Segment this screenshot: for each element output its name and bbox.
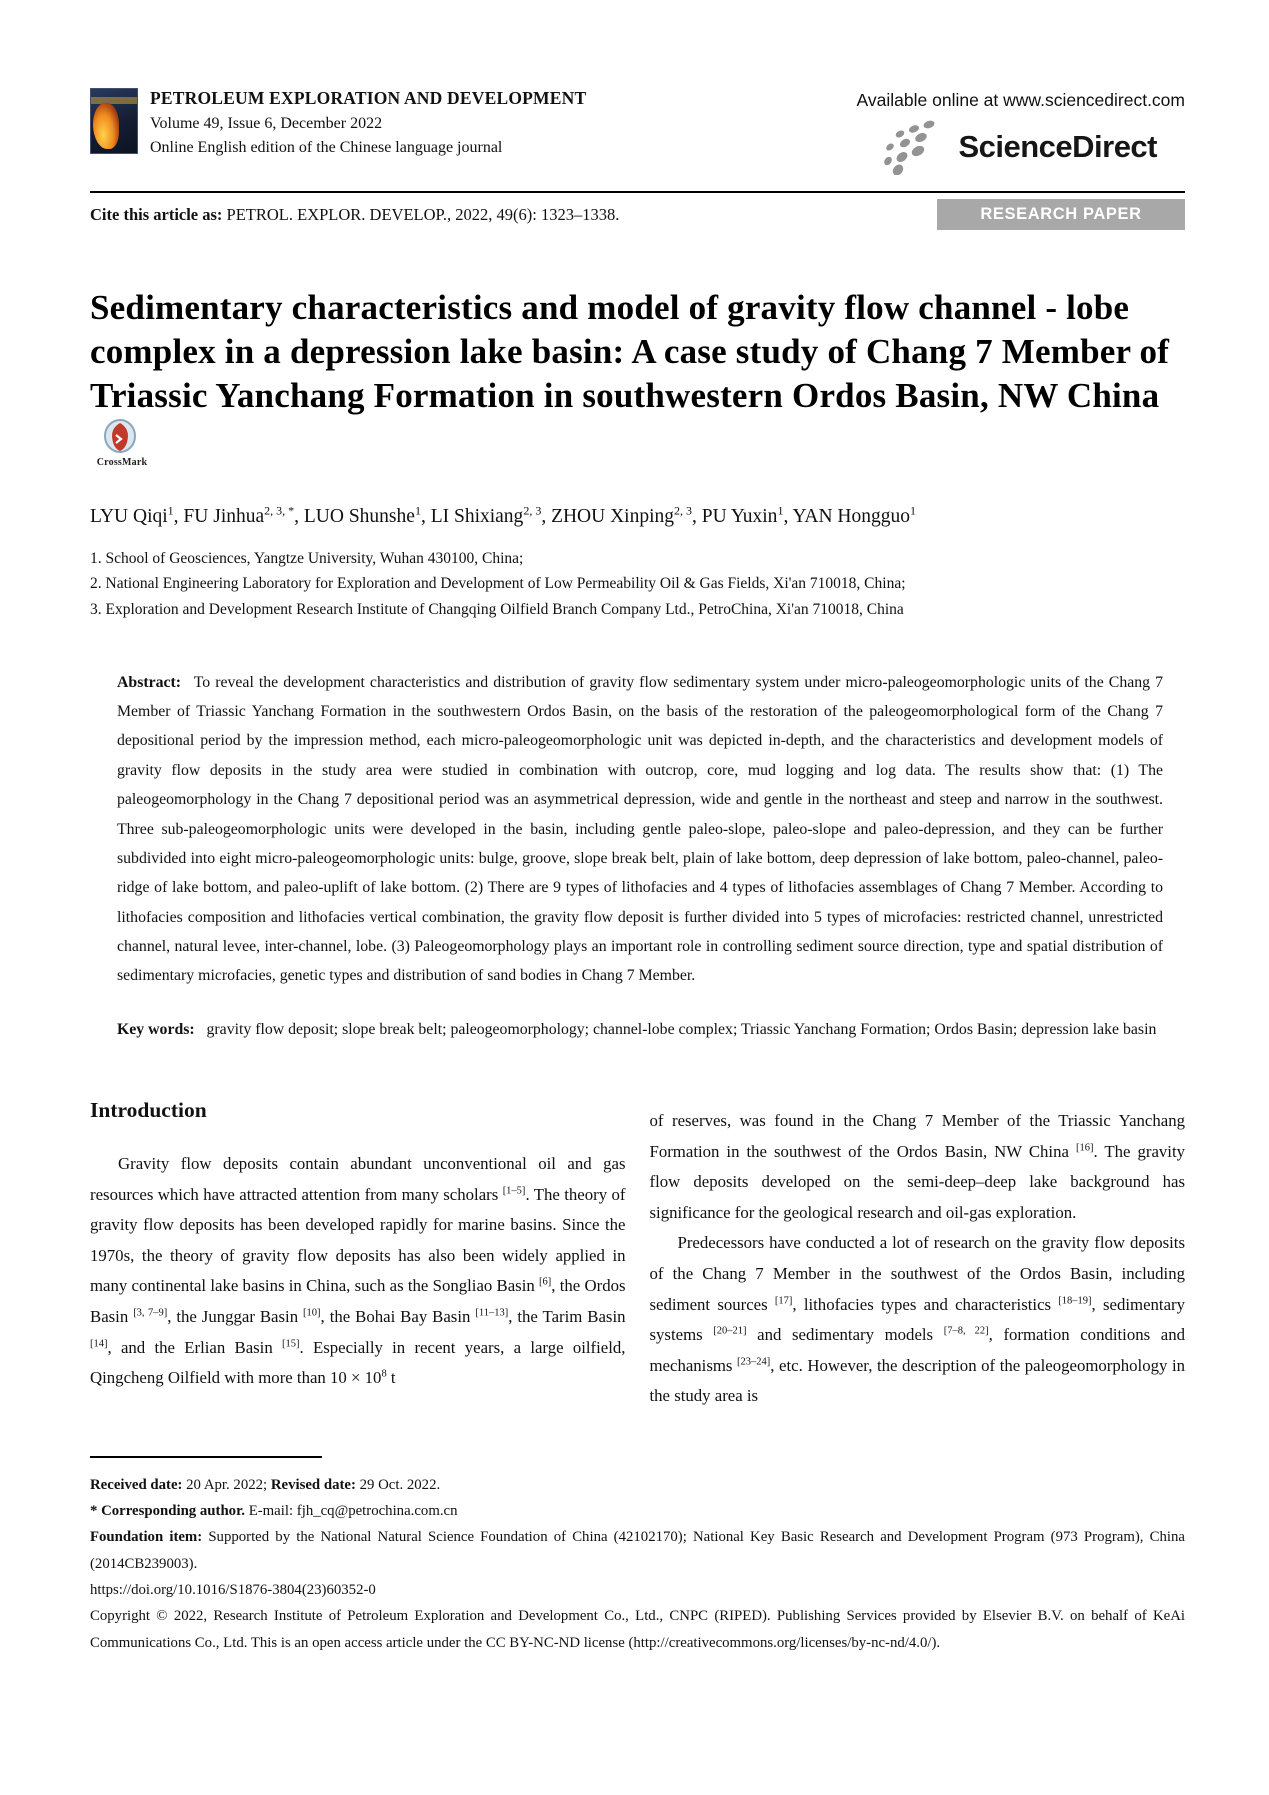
journal-title: PETROLEUM EXPLORATION AND DEVELOPMENT <box>150 88 587 108</box>
authors-line: LYU Qiqi$^1$, FU Jinhua$^{2, 3, *}$, LUO Shunshe$^1$, LI Shixiang$^{2, 3}$, ZHOU Xinping$^{2, 3}$, PU Yuxin$^1$, YAN Hongguo$^1$ <box>90 503 917 528</box>
sciencedirect-seeds-icon <box>876 119 950 175</box>
crossmark-caption: CrossMark <box>96 457 148 469</box>
introduction-heading: Introduction <box>90 1098 207 1123</box>
affiliation-3: 3. Exploration and Development Research Institute of Changqing Oilfield Branch Company Ltd., PetroChina, Xi'an 710018, China <box>90 600 904 618</box>
journal-block <box>90 88 586 157</box>
foundation-item-line: Foundation item: Supported by the National Natural Science Foundation of China (42102170); National Key Basic Research and Development Program (973 Program), China (2014CB239003). <box>90 1529 1185 1572</box>
sciencedirect-logo <box>857 119 1185 175</box>
header-divider <box>90 191 1185 193</box>
footnote-divider <box>90 1456 322 1458</box>
available-online-text: Available online at www.sciencedirect.com <box>856 90 1185 110</box>
sciencedirect-wordmark: ScienceDirect <box>958 129 1157 164</box>
body-columns <box>90 1098 1185 1412</box>
paper-title <box>90 286 1185 469</box>
corresponding-author-line: * Corresponding author. E-mail: fjh_cq@petrochina.com.cn <box>90 1503 458 1520</box>
affiliation-2: 2. National Engineering Laboratory for Exploration and Development of Low Permeability Oil & Gas Fields, Xi'an 710018, China; <box>90 575 906 593</box>
journal-cover-flame <box>93 103 119 149</box>
intro-paragraph-left: Gravity flow deposits contain abundant unconventional oil and gas resources which have attracted attention from many scholars [1–5]. The theory of gravity flow deposits has been developed rapidly for marine basins. Since the 1970s, the theory of gravity flow deposits has also been widely applied in many continental lake basins in China, such as the Songliao Basin [6], the Ordos Basin [3, 7–9], the Junggar Basin [10], the Bohai Bay Basin [11–13], the Tarim Basin [14], and the Erlian Basin [15]. Especially in recent years, a large oilfield, Qingcheng Oilfield with more than $10 \times 10^8$ t <box>90 1154 626 1388</box>
received-revised-line: Received date: 20 Apr. 2022; Revised date: 29 Oct. 2022. <box>90 1476 441 1493</box>
footnote-block <box>90 1456 1185 1656</box>
journal-volume-line: Volume 49, Issue 6, December 2022 <box>150 115 383 132</box>
abstract: Abstract: To reveal the development characteristics and distribution of gravity flow sedimentary system under micro-paleogeomorphologic units of the Chang 7 Member of Triassic Yanchang Formation in the southwestern Ordos Basin, on the basis of the restoration of the paleogeomorphological form of the Chang 7 depositional period by the impression method, each micro-paleogeomorphologic unit was depicted in-depth, and the characteristics and development models of gravity flow deposits in the study area were studied in combination with outcrop, core, mud logging and log data. The results show that: (1) The paleogeomorphology in the Chang 7 depositional period was an asymmetrical depression, wide and gentle in the northeast and steep and narrow in the southwest. Three sub-paleogeomorphologic units were developed in the basin, including gentle paleo-slope, paleo-slope and paleo-depression, and they can be further subdivided into eight micro-paleogeomorphologic units: bulge, groove, slope break belt, plain of lake bottom, deep depression of lake bottom, paleo-channel, paleo-ridge of lake bottom, and paleo-uplift of lake bottom. (2) There are 9 types of lithofacies and 4 types of lithofacies assemblages of Chang 7 Member. According to lithofacies composition and lithofacies vertical combination, the gravity flow deposit is further divided into 5 types of microfacies: restricted channel, unrestricted channel, natural levee, inter-channel, lobe. (3) Paleogeomorphology plays an important role in controlling sediment source direction, type and spatial distribution of sedimentary microfacies, genetic types and distribution of sand bodies in Chang 7 Member. <box>117 673 1163 985</box>
affiliation-1: 1. School of Geosciences, Yangtze University, Wuhan 430100, China; <box>90 550 524 568</box>
copyright-line: Copyright © 2022, Research Institute of Petroleum Exploration and Development Co., Ltd., CNPC (RIPED). Publishing Services provided by Elsevier B.V. on behalf of KeAi Communications Co., Ltd. This is an open access article under the CC BY-NC-ND license (http://creativecommons.org/licenses/by-nc-nd/4.0/). <box>90 1608 1185 1651</box>
journal-meta <box>150 88 586 157</box>
journal-cover-thumbnail <box>90 88 138 154</box>
affiliations-block <box>90 546 1185 621</box>
keywords: Key words: gravity flow deposit; slope break belt; paleogeomorphology; channel-lobe complex; Triassic Yanchang Formation; Ordos Basin; depression lake basin <box>117 1020 1157 1038</box>
cite-this-article: Cite this article as: PETROL. EXPLOR. DEVELOP., 2022, 49(6): 1323–1338. <box>90 204 620 224</box>
research-paper-badge: RESEARCH PAPER <box>937 199 1185 230</box>
journal-edition-line: Online English edition of the Chinese language journal <box>150 139 503 156</box>
title-block <box>90 286 1185 469</box>
page-header <box>90 88 1185 175</box>
left-column <box>90 1098 626 1412</box>
right-column <box>650 1098 1186 1412</box>
crossmark-icon <box>100 419 140 457</box>
journal-cover-band <box>91 97 137 104</box>
intro-paragraph-right-1: of reserves, was found in the Chang 7 Member of the Triassic Yanchang Formation in the southwest of the Ordos Basin, NW China [16]. The gravity flow deposits developed on the semi-deep–deep lake background has significance for the geological research and oil-gas exploration. <box>649 1111 1186 1222</box>
doi-line: https://doi.org/10.1016/S1876-3804(23)60352-0 <box>90 1582 376 1599</box>
sciencedirect-block <box>857 88 1185 175</box>
intro-paragraph-right-2: Predecessors have conducted a lot of research on the gravity flow deposits of the Chang 7 Member in the southwest of the Ordos Basin, including sediment sources [17], lithofacies types and characteristics [18–19], sedimentary systems [20–21] and sedimentary models [7–8, 22], formation conditions and mechanisms [23–24], etc. However, the description of the paleogeomorphology in the study area is <box>649 1233 1186 1406</box>
cite-row <box>90 199 1185 230</box>
paper-title-text: Sedimentary characteristics and model of gravity flow channel - lobe complex in a depression lake basin: A case study of Chang 7 Member of Triassic Yanchang Formation in southwestern Ordos Basin, NW China <box>90 288 1170 416</box>
crossmark-button[interactable] <box>96 419 148 469</box>
